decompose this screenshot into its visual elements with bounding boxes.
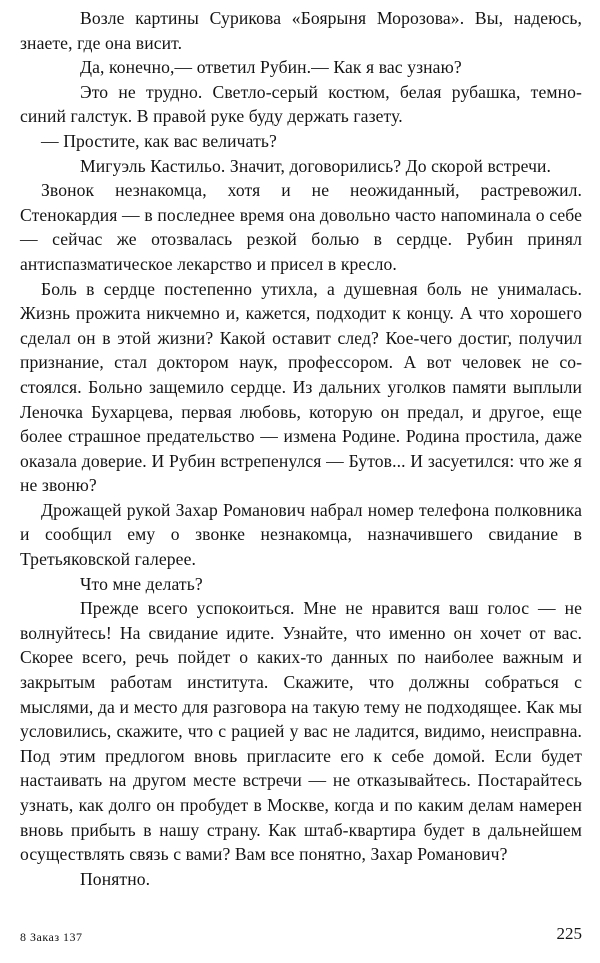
text-paragraph: Да, конечно,— ответил Рубин.— Как я вас узнаю? [80, 57, 462, 78]
printer-signature-mark: 8 Заказ 137 [20, 930, 83, 944]
text-paragraph: Звонок незнакомца, хотя и не неожиданный, растревожил. Стенокардия — в последнее время она довольно часто напоминала о себе — сейчас же отозвалась резкой болью в сердце. Рубин принял антиспазматическое лекарство и присел в кресло. [20, 180, 582, 274]
page-footer [20, 924, 582, 948]
text-paragraph: Дрожащей рукой Захар Романович набрал номер телефона полковника и сообщил ему о звонке незнакомца, назначившего свидание в Третьяковской галерее. [20, 499, 582, 570]
page-number: 225 [556, 924, 582, 943]
book-page-text [20, 6, 582, 891]
text-paragraph: Возле картины Сурикова «Боярыня Морозова». Вы, надеюсь, знаете, где она висит. [20, 8, 582, 53]
text-paragraph: Прежде всего успокоиться. Мне не нравится ваш голос — не волнуйтесь! На свидание идите. Узнайте, что именно он хочет от вас. Скорее всего, речь пойдет о каких-то данных по наиболее важным и закрытым работам института. Скажите, что должны собраться с мыслями, да и место для разговора на такую тему не подходящее. Как мы условились, скажите, что с рацией у вас не ладится, видимо, неисправна. Под этим предлогом вновь пригласите его к себе домой. Если будет настаивать на другом месте встречи — не отказывайтесь. Постарайтесь узнать, как долго он пробудет в Москве, когда и по каким делам намерен вновь прибыть в нашу страну. Как штаб-квартира будет в дальнейшем осуществлять связь с вами? Вам все понятно, Захар Романович? [20, 598, 582, 865]
text-paragraph: Понятно. [80, 868, 151, 889]
text-paragraph: — Простите, как вас величать? [41, 130, 277, 151]
text-paragraph: Это не трудно. Светло-серый костюм, белая рубашка, темно-синий галстук. В правой руке буду держать газету. [20, 81, 582, 127]
text-paragraph: Боль в сердце постепенно утихла, а душевная боль не унималась. Жизнь прожита никчемно и, кажется, подходит к концу. А что хорошего сделал он в этой жизни? Какой оставит след? Кое-чего достиг, получил признание, стал доктором наук, профессором. А вот человек не состоялся. Больно защемило сердце. Из дальних уголков памяти выплыли Леночка Бухарцева, первая любовь, которую он предал, и другое, еще более страшное предательство — измена Родине. Родина простила, даже оказала доверие. И Рубин встрепенулся — Бутов... И засуетился: что же я не звоню? [20, 278, 582, 496]
text-paragraph: Что мне делать? [80, 573, 203, 594]
text-paragraph: Мигуэль Кастильо. Значит, договорились? До скорой встречи. [80, 155, 552, 176]
